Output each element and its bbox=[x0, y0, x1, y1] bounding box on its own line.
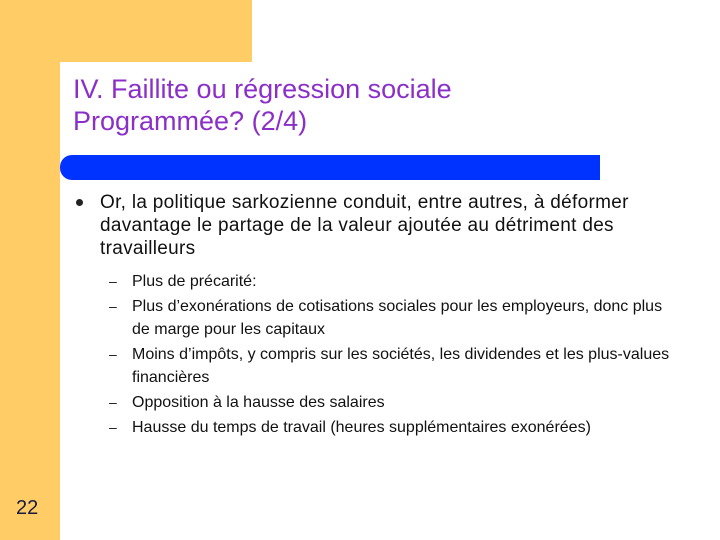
sub-bullet bbox=[74, 270, 674, 293]
slide-title bbox=[73, 73, 693, 137]
sub-bullet bbox=[74, 416, 674, 439]
dash-icon: – bbox=[109, 394, 117, 410]
sub-bullet-list bbox=[74, 270, 674, 439]
title-line-2: Programmée? (2/4) bbox=[73, 106, 308, 136]
title-underline-bar bbox=[60, 155, 600, 180]
sub-bullet-text: Plus de précarité: bbox=[132, 273, 257, 290]
main-bullet-text: Or, la politique sarkozienne conduit, entre autres, à déformer davantage le partage de la valeur ajoutée au détriment des travailleurs bbox=[100, 192, 629, 259]
main-bullet bbox=[74, 191, 674, 260]
title-line-1: IV. Faillite ou régression sociale bbox=[73, 74, 452, 104]
sub-bullet bbox=[74, 343, 674, 389]
accent-strip-left bbox=[0, 0, 60, 540]
sub-bullet-text: Moins d’impôts, y compris sur les sociétés, les dividendes et les plus-values financières bbox=[132, 346, 670, 386]
sub-bullet-text: Hausse du temps de travail (heures supplémentaires exonérées) bbox=[132, 419, 591, 436]
sub-bullet bbox=[74, 391, 674, 414]
sub-bullet bbox=[74, 295, 674, 341]
bullet-dot-icon bbox=[76, 199, 83, 206]
dash-icon: – bbox=[109, 346, 117, 362]
dash-icon: – bbox=[109, 419, 117, 435]
sub-bullet-text: Opposition à la hausse des salaires bbox=[132, 394, 385, 411]
sub-bullet-text: Plus d’exonérations de cotisations sociales pour les employeurs, donc plus de marge pour les capitaux bbox=[132, 298, 663, 338]
dash-icon: – bbox=[109, 298, 117, 314]
slide-body bbox=[74, 191, 674, 441]
page-number: 22 bbox=[16, 497, 39, 519]
dash-icon: – bbox=[109, 273, 117, 289]
